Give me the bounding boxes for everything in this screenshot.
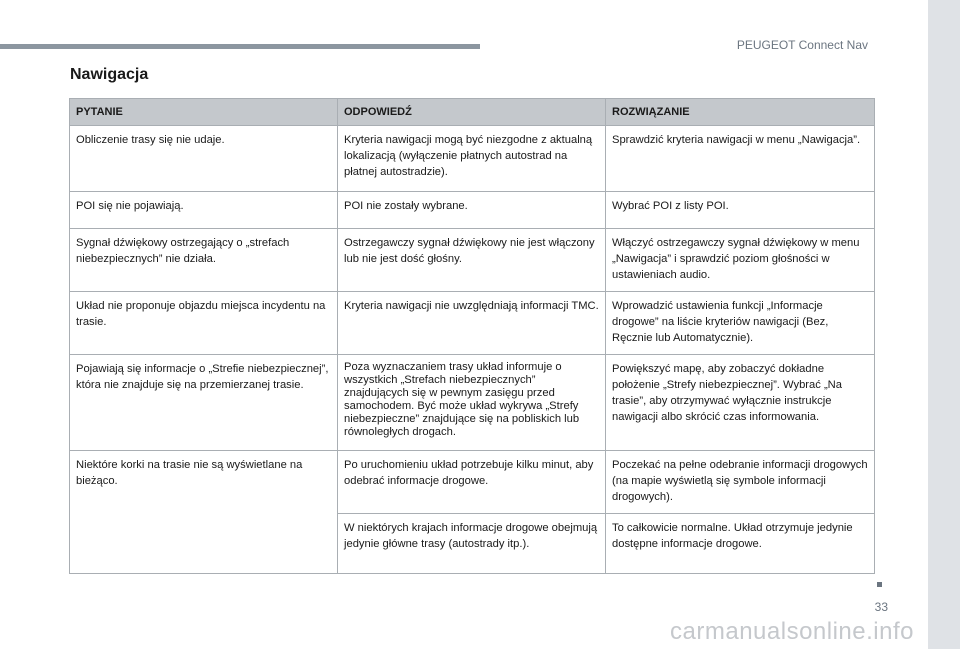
- answer-cell: Ostrzegawczy sygnał dźwiękowy nie jest włączony lub nie jest dość głośny.: [338, 229, 606, 292]
- column-header-question: PYTANIE: [70, 99, 338, 126]
- solution-cell: Wybrać POI z listy POI.: [606, 192, 875, 229]
- solution-cell: Powiększyć mapę, aby zobaczyć dokładne położenie „Strefy niebezpiecznej”. Wybrać „Na trasie”, aby otrzymywać wyłącznie instrukcje nawigacji albo skrócić czas informowania.: [606, 355, 875, 451]
- table-row: [70, 451, 875, 514]
- table-row: [70, 126, 875, 192]
- section-title: Nawigacja: [70, 66, 149, 83]
- solution-cell: To całkowicie normalne. Układ otrzymuje jedynie dostępne informacje drogowe.: [606, 514, 875, 574]
- question-cell: Sygnał dźwiękowy ostrzegający o „strefach niebezpiecznych” nie działa.: [70, 229, 338, 292]
- answer-cell: Kryteria nawigacji mogą być niezgodne z aktualną lokalizacją (wyłączenie płatnych autostrad na płatnej autostradzie).: [338, 126, 606, 192]
- question-cell: Pojawiają się informacje o „Strefie niebezpiecznej”, która nie znajduje się na przemierzanej trasie.: [70, 355, 338, 451]
- page-number: 33: [874, 600, 888, 614]
- solution-cell: Wprowadzić ustawienia funkcji „Informacje drogowe” na liście kryteriów nawigacji (Bez, Ręcznie lub Automatycznie).: [606, 292, 875, 355]
- question-cell: Obliczenie trasy się nie udaje.: [70, 126, 338, 192]
- troubleshooting-table: [69, 98, 875, 574]
- column-header-answer: ODPOWIEDŹ: [338, 99, 606, 126]
- table-row: [70, 355, 875, 451]
- question-cell: Układ nie proponuje objazdu miejsca incydentu na trasie.: [70, 292, 338, 355]
- answer-cell: POI nie zostały wybrane.: [338, 192, 606, 229]
- question-cell: Niektóre korki na trasie nie są wyświetlane na bieżąco.: [70, 451, 338, 574]
- solution-cell: Sprawdzić kryteria nawigacji w menu „Nawigacja”.: [606, 126, 875, 192]
- solution-cell: Poczekać na pełne odebranie informacji drogowych (na mapie wyświetlą się symbole informacji drogowych).: [606, 451, 875, 514]
- table-row: [70, 229, 875, 292]
- solution-cell: Włączyć ostrzegawczy sygnał dźwiękowy w menu „Nawigacja” i sprawdzić poziom głośności w ustawieniach audio.: [606, 229, 875, 292]
- answer-cell: W niektórych krajach informacje drogowe obejmują jedynie główne trasy (autostrady itp.).: [338, 514, 606, 574]
- table-row: [70, 192, 875, 229]
- table-row: [70, 292, 875, 355]
- page-edge-strip: [928, 0, 960, 649]
- header-accent-bar: [0, 44, 480, 49]
- page-bullet-marker: [877, 582, 882, 587]
- column-header-solution: ROZWIĄZANIE: [606, 99, 875, 126]
- answer-cell: Po uruchomieniu układ potrzebuje kilku minut, aby odebrać informacje drogowe.: [338, 451, 606, 514]
- manual-title: PEUGEOT Connect Nav: [736, 38, 868, 52]
- watermark: carmanualsonline.info: [670, 618, 914, 645]
- question-cell: POI się nie pojawiają.: [70, 192, 338, 229]
- answer-cell: Poza wyznaczaniem trasy układ informuje o wszystkich „Strefach niebezpiecznych” znajdujących się w pewnym zasięgu przed samochodem. Być może układ wykrywa „Strefy niebezpieczne” znajdujące się na pobliskich lub równoległych drogach.: [338, 355, 606, 451]
- table-header-row: [70, 99, 875, 126]
- answer-cell: Kryteria nawigacji nie uwzględniają informacji TMC.: [338, 292, 606, 355]
